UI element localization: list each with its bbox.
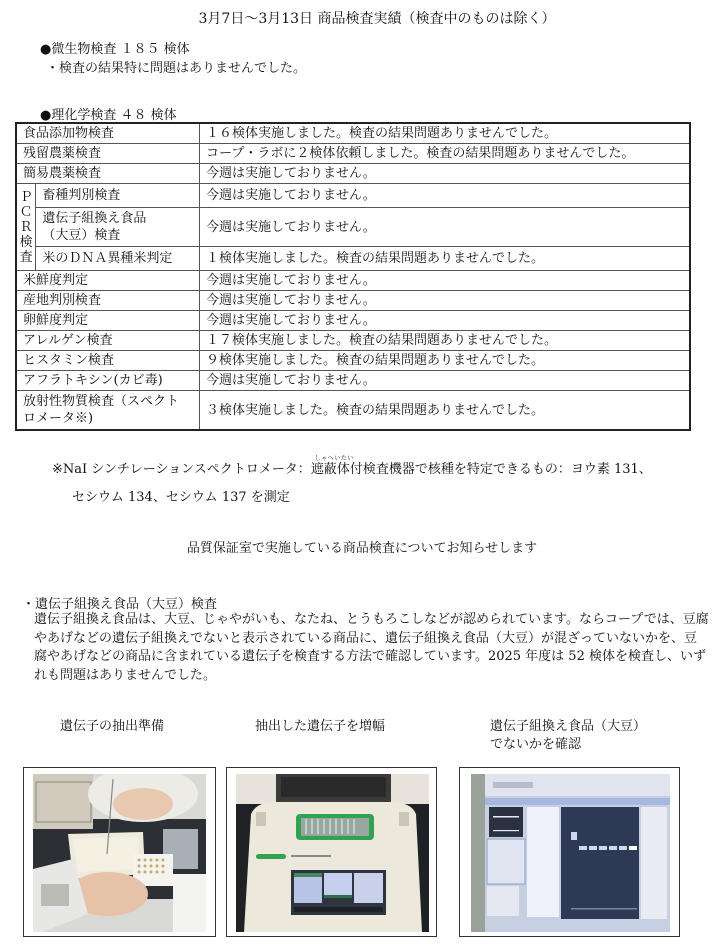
test-name: 米のＤＮＡ異種米判定 [36, 247, 200, 271]
test-name: 食品添加物検査 [16, 123, 200, 144]
test-result: 今週は実施しておりません。 [200, 291, 691, 311]
test-result: 今週は実施しておりません。 [200, 164, 691, 184]
page-title: 3月7日～3月13日 商品検査実績（検査中のものは除く） [198, 11, 556, 27]
photo-image [471, 774, 670, 932]
ruby-base: 遮蔽 [310, 462, 337, 477]
test-result: １６検体実施しました。検査の結果問題ありませんでした。 [200, 123, 691, 144]
table-row [16, 351, 690, 371]
test-result: ９検体実施しました。検査の結果問題ありませんでした。 [200, 351, 691, 371]
photo-caption-confirmation [490, 718, 646, 754]
photo-image [236, 774, 429, 932]
table-row [16, 391, 690, 431]
test-result: 今週は実施しておりません。 [200, 271, 691, 291]
footnote-prefix: ※NaI シンチレーションスペクトロメータ： [52, 462, 311, 477]
table-row [16, 331, 690, 351]
test-name: 卵鮮度判定 [16, 311, 200, 331]
table-row [16, 247, 690, 271]
table-row [16, 184, 690, 208]
test-result: ３検体実施しました。検査の結果問題ありませんでした。 [200, 391, 691, 431]
pcr-group-label [16, 184, 36, 271]
announcement-title: 品質保証室で実施している商品検査についてお知らせします [186, 541, 538, 556]
photo-extraction-prep [23, 767, 216, 937]
physicochemical-heading: ●理化学検査 ４８ 検体 [40, 108, 177, 123]
test-name: アレルゲン検査 [16, 331, 200, 351]
photo-image [33, 774, 206, 932]
test-result: 今週は実施しておりません。 [200, 371, 691, 391]
test-result: 今週は実施しておりません。 [200, 311, 691, 331]
photo-caption-amplification: 抽出した遺伝子を増幅 [255, 719, 386, 734]
test-result: コープ・ラボに２検体依頼しました。検査の結果問題ありませんでした。 [200, 144, 691, 164]
inspection-results-table [15, 122, 691, 431]
caption-line1: 遺伝子組換え食品（大豆） [490, 719, 647, 734]
table-row [16, 144, 690, 164]
test-name: ヒスタミン検査 [16, 351, 200, 371]
microbiology-result: ・検査の結果特に問題はありませんでした。 [46, 61, 307, 76]
test-name [36, 208, 200, 247]
footnote-line2: セシウム 134、セシウム 137 を測定 [72, 490, 290, 505]
test-name-line1: 放射性物質検査（スペクト [23, 394, 180, 409]
photo-caption-extraction: 遺伝子の抽出準備 [60, 719, 165, 734]
test-name: 残留農薬検査 [16, 144, 200, 164]
pcr-group-text: ＰＣＲ検査 [19, 189, 33, 265]
test-name: 簡易農薬検査 [16, 164, 200, 184]
table-row [16, 291, 690, 311]
gmo-heading: ・遺伝子組換え食品（大豆）検査 [22, 597, 218, 612]
test-name: 産地判別検査 [16, 291, 200, 311]
test-name [16, 391, 200, 431]
microbiology-heading: ●微生物検査 １８５ 検体 [40, 42, 190, 57]
table-row [16, 371, 690, 391]
test-result: 今週は実施しておりません。 [200, 184, 691, 208]
ruby-reading: しゃへいたい [314, 455, 354, 462]
table-row [16, 208, 690, 247]
footnote-line1 [52, 455, 652, 477]
test-result: 今週は実施しておりません。 [200, 208, 691, 247]
table-row [16, 123, 690, 144]
footnote-suffix: 体付検査機器で核種を特定できるもの：ヨウ素 131、 [336, 462, 652, 477]
table-row [16, 271, 690, 291]
ruby-word [310, 455, 354, 477]
gel-screen-image [471, 774, 670, 932]
test-name-line2: ロメータ※) [23, 411, 94, 426]
gmo-body-text: 遺伝子組換え食品は、大豆、じゃやがいも、なたね、とうもろこしなどが認められています。ならコープでは、豆腐やあげなどの遺伝子組換えでないと表示されている商品に、遺伝子組換え食品（大豆）が混ざっていないかを、豆腐やあげなどの商品に含まれている遺伝子を検査する方法で確認しています。2025 年度は 52 検体を検査し、いずれも問題はありませんでした。 [34, 612, 709, 683]
test-result: １検体実施しました。検査の結果問題ありませんでした。 [200, 247, 691, 271]
test-name-line2: （大豆）検査 [42, 228, 121, 243]
caption-line2: でないかを確認 [490, 737, 582, 752]
lab-hands-image [33, 774, 206, 932]
thermal-cycler-image [236, 774, 429, 932]
table-row [16, 164, 690, 184]
test-name: 畜種判別検査 [36, 184, 200, 208]
photo-gel-confirmation [459, 767, 680, 937]
test-name-line1: 遺伝子組換え食品 [42, 211, 147, 226]
test-result: １７検体実施しました。検査の結果問題ありませんでした。 [200, 331, 691, 351]
table-row [16, 311, 690, 331]
test-name: アフラトキシン(カビ毒) [16, 371, 200, 391]
photo-thermal-cycler [226, 767, 437, 937]
test-name: 米鮮度判定 [16, 271, 200, 291]
